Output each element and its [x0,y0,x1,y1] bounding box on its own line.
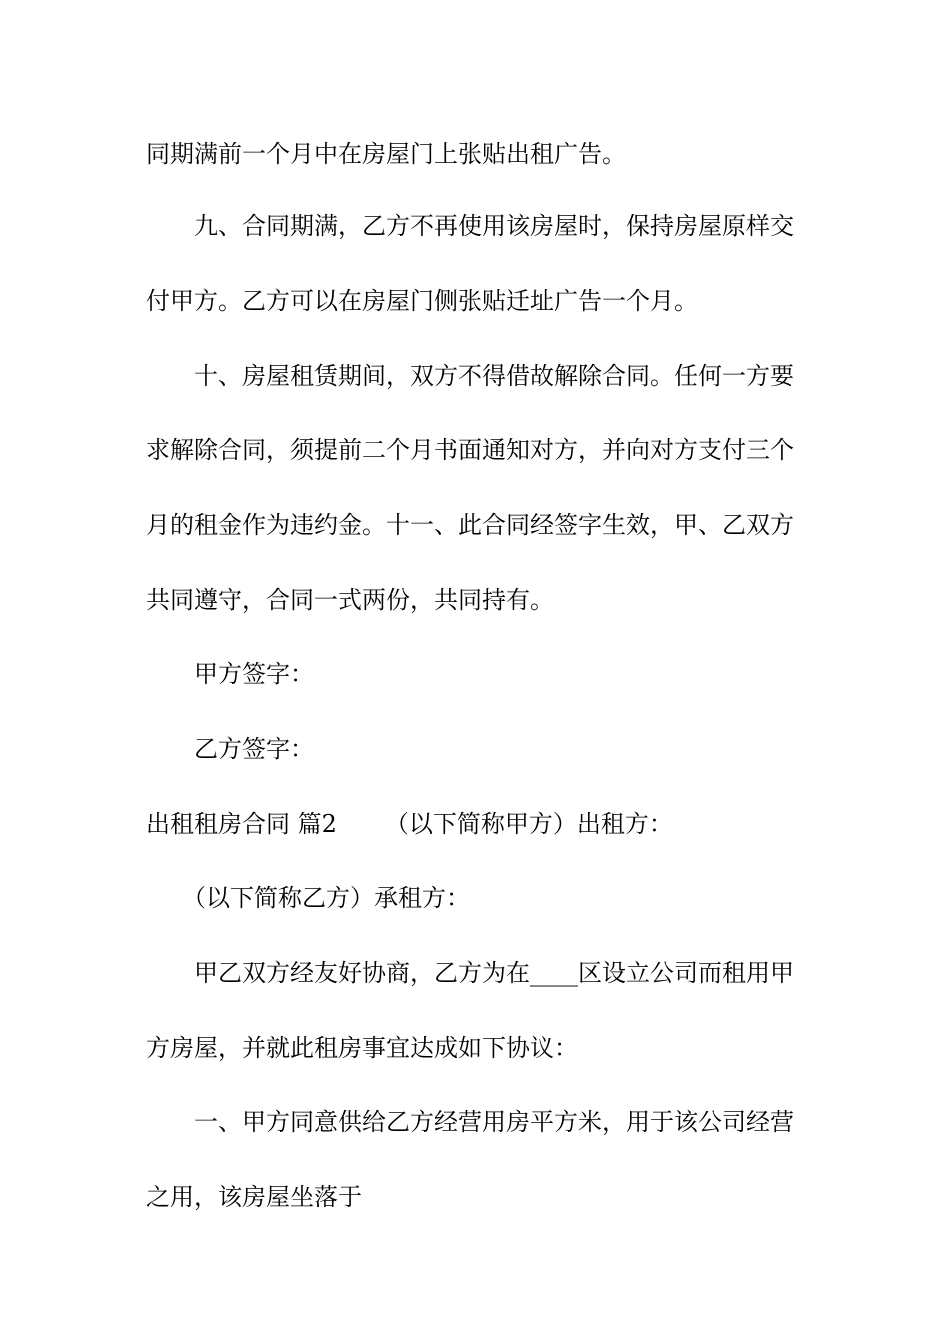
paragraph-line: 之用，该房屋坐落于 [146,1183,362,1211]
paragraph-line: 付甲方。乙方可以在房屋门侧张贴迁址广告一个月。 [146,287,698,315]
paragraph-line: 月的租金作为违约金。十一、此合同经签字生效，甲、乙双方 [146,511,794,539]
paragraph-line: 方房屋，并就此租房事宜达成如下协议： [146,1034,578,1062]
paragraph-line: 共同遵守，合同一式两份，共同持有。 [146,586,554,614]
paragraph-line: 十、房屋租赁期间，双方不得借故解除合同。任何一方要 [194,362,794,390]
paragraph-line: 同期满前一个月中在房屋门上张贴出租广告。 [146,140,626,168]
party-b-signature-label: 乙方签字： [194,735,314,763]
paragraph-line: 一、甲方同意供给乙方经营用房平方米，用于该公司经营 [194,1108,794,1136]
party-a-signature-label: 甲方签字： [194,660,314,688]
lessee-label: （以下简称乙方）承租方： [182,884,470,912]
paragraph-line: 九、合同期满，乙方不再使用该房屋时，保持房屋原样交 [194,212,794,240]
paragraph-line: 求解除合同，须提前二个月书面通知对方，并向对方支付三个 [146,436,794,464]
section-title: 出租租房合同 篇2 [146,810,337,838]
lessor-label: （以下简称甲方）出租方： [384,810,673,838]
section-heading-row [146,808,826,840]
paragraph-line: 甲乙双方经友好协商，乙方为在____区设立公司而租用甲 [194,959,794,987]
